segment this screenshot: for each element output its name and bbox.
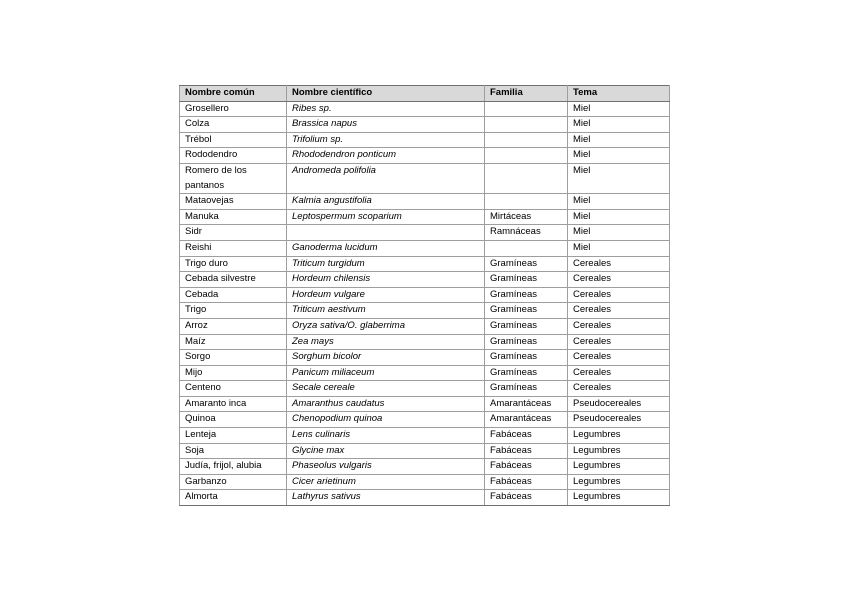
- header-family: Familia: [485, 86, 568, 102]
- cell-scientific-name: Secale cereale: [287, 381, 485, 397]
- table-row: [180, 490, 670, 506]
- cell-family: [485, 148, 568, 164]
- cell-common-name: Almorta: [180, 490, 287, 506]
- table-row: [180, 225, 670, 241]
- cell-scientific-name: Triticum aestivum: [287, 303, 485, 319]
- cell-common-name: Romero de los pantanos: [180, 163, 287, 193]
- cell-common-name: Sidr: [180, 225, 287, 241]
- cell-topic: Cereales: [568, 272, 670, 288]
- cell-common-name: Garbanzo: [180, 474, 287, 490]
- cell-scientific-name: Trifolium sp.: [287, 132, 485, 148]
- table-row: [180, 117, 670, 133]
- cell-scientific-name: Brassica napus: [287, 117, 485, 133]
- cell-family: Gramíneas: [485, 334, 568, 350]
- cell-scientific-name: Amaranthus caudatus: [287, 396, 485, 412]
- cell-common-name: Cebada silvestre: [180, 272, 287, 288]
- cell-family: Gramíneas: [485, 318, 568, 334]
- cell-family: [485, 117, 568, 133]
- cell-common-name: Judía, frijol, alubia: [180, 459, 287, 475]
- cell-common-name: Trigo: [180, 303, 287, 319]
- cell-family: [485, 163, 568, 193]
- cell-topic: Miel: [568, 209, 670, 225]
- table-row: [180, 350, 670, 366]
- cell-family: Gramíneas: [485, 303, 568, 319]
- cell-common-name: Amaranto inca: [180, 396, 287, 412]
- cell-family: Mirtáceas: [485, 209, 568, 225]
- cell-topic: Legumbres: [568, 428, 670, 444]
- cell-common-name: Trigo duro: [180, 256, 287, 272]
- cell-scientific-name: Hordeum vulgare: [287, 287, 485, 303]
- table-row: [180, 209, 670, 225]
- cell-scientific-name: Ribes sp.: [287, 101, 485, 117]
- cell-topic: Legumbres: [568, 459, 670, 475]
- cell-topic: Cereales: [568, 381, 670, 397]
- table-row: [180, 443, 670, 459]
- cell-common-name: Colza: [180, 117, 287, 133]
- cell-family: [485, 194, 568, 210]
- table-body: [180, 101, 670, 505]
- cell-topic: Legumbres: [568, 490, 670, 506]
- header-row: [180, 86, 670, 102]
- cell-scientific-name: Andromeda polifolia: [287, 163, 485, 193]
- cell-topic: Pseudocereales: [568, 396, 670, 412]
- cell-scientific-name: Triticum turgidum: [287, 256, 485, 272]
- cell-scientific-name: Lens culinaris: [287, 428, 485, 444]
- cell-topic: Cereales: [568, 287, 670, 303]
- cell-topic: Pseudocereales: [568, 412, 670, 428]
- cell-topic: Miel: [568, 101, 670, 117]
- cell-common-name: Soja: [180, 443, 287, 459]
- table-row: [180, 132, 670, 148]
- table-row: [180, 396, 670, 412]
- cell-common-name: Sorgo: [180, 350, 287, 366]
- cell-scientific-name: Lathyrus sativus: [287, 490, 485, 506]
- cell-family: Amarantáceas: [485, 412, 568, 428]
- cell-family: Fabáceas: [485, 474, 568, 490]
- cell-topic: Legumbres: [568, 474, 670, 490]
- cell-common-name: Manuka: [180, 209, 287, 225]
- table-row: [180, 459, 670, 475]
- cell-scientific-name: Zea mays: [287, 334, 485, 350]
- table-header: [180, 86, 670, 102]
- species-table: [179, 85, 670, 506]
- cell-family: Ramnáceas: [485, 225, 568, 241]
- cell-topic: Miel: [568, 132, 670, 148]
- cell-scientific-name: Sorghum bicolor: [287, 350, 485, 366]
- cell-topic: Miel: [568, 148, 670, 164]
- cell-family: Amarantáceas: [485, 396, 568, 412]
- cell-topic: Miel: [568, 194, 670, 210]
- cell-common-name: Reishi: [180, 240, 287, 256]
- cell-common-name: Trébol: [180, 132, 287, 148]
- cell-scientific-name: Phaseolus vulgaris: [287, 459, 485, 475]
- cell-family: [485, 132, 568, 148]
- cell-scientific-name: Hordeum chilensis: [287, 272, 485, 288]
- cell-common-name: Rododendro: [180, 148, 287, 164]
- table-row: [180, 381, 670, 397]
- cell-topic: Cereales: [568, 334, 670, 350]
- table-row: [180, 240, 670, 256]
- table-row: [180, 303, 670, 319]
- cell-family: Gramíneas: [485, 256, 568, 272]
- cell-family: [485, 240, 568, 256]
- cell-topic: Cereales: [568, 318, 670, 334]
- cell-common-name: Mataovejas: [180, 194, 287, 210]
- cell-common-name: Maíz: [180, 334, 287, 350]
- cell-topic: Miel: [568, 240, 670, 256]
- cell-topic: Cereales: [568, 350, 670, 366]
- cell-family: Gramíneas: [485, 272, 568, 288]
- cell-family: Fabáceas: [485, 459, 568, 475]
- cell-family: Gramíneas: [485, 287, 568, 303]
- cell-scientific-name: [287, 225, 485, 241]
- table-row: [180, 256, 670, 272]
- table-row: [180, 163, 670, 193]
- table-row: [180, 272, 670, 288]
- cell-common-name: Cebada: [180, 287, 287, 303]
- cell-family: Fabáceas: [485, 428, 568, 444]
- cell-common-name: Arroz: [180, 318, 287, 334]
- cell-common-name: Centeno: [180, 381, 287, 397]
- cell-family: Fabáceas: [485, 490, 568, 506]
- cell-topic: Miel: [568, 225, 670, 241]
- cell-scientific-name: Kalmia angustifolia: [287, 194, 485, 210]
- cell-scientific-name: Panicum miliaceum: [287, 365, 485, 381]
- cell-topic: Cereales: [568, 303, 670, 319]
- species-table-container: [179, 85, 670, 506]
- cell-topic: Miel: [568, 163, 670, 193]
- cell-family: [485, 101, 568, 117]
- table-row: [180, 412, 670, 428]
- table-row: [180, 148, 670, 164]
- cell-common-name: Grosellero: [180, 101, 287, 117]
- cell-common-name: Quinoa: [180, 412, 287, 428]
- cell-family: Gramíneas: [485, 365, 568, 381]
- table-row: [180, 365, 670, 381]
- table-row: [180, 474, 670, 490]
- table-row: [180, 287, 670, 303]
- cell-scientific-name: Oryza sativa/O. glaberrima: [287, 318, 485, 334]
- cell-common-name: Lenteja: [180, 428, 287, 444]
- table-row: [180, 334, 670, 350]
- table-row: [180, 318, 670, 334]
- cell-family: Fabáceas: [485, 443, 568, 459]
- cell-family: Gramíneas: [485, 381, 568, 397]
- cell-scientific-name: Chenopodium quinoa: [287, 412, 485, 428]
- header-common-name: Nombre común: [180, 86, 287, 102]
- cell-scientific-name: Ganoderma lucidum: [287, 240, 485, 256]
- table-row: [180, 194, 670, 210]
- cell-scientific-name: Leptospermum scoparium: [287, 209, 485, 225]
- cell-topic: Miel: [568, 117, 670, 133]
- cell-topic: Legumbres: [568, 443, 670, 459]
- cell-common-name: Mijo: [180, 365, 287, 381]
- header-topic: Tema: [568, 86, 670, 102]
- cell-topic: Cereales: [568, 256, 670, 272]
- table-row: [180, 101, 670, 117]
- header-scientific-name: Nombre científico: [287, 86, 485, 102]
- table-row: [180, 428, 670, 444]
- cell-scientific-name: Cicer arietinum: [287, 474, 485, 490]
- cell-scientific-name: Rhododendron ponticum: [287, 148, 485, 164]
- cell-topic: Cereales: [568, 365, 670, 381]
- cell-scientific-name: Glycine max: [287, 443, 485, 459]
- cell-family: Gramíneas: [485, 350, 568, 366]
